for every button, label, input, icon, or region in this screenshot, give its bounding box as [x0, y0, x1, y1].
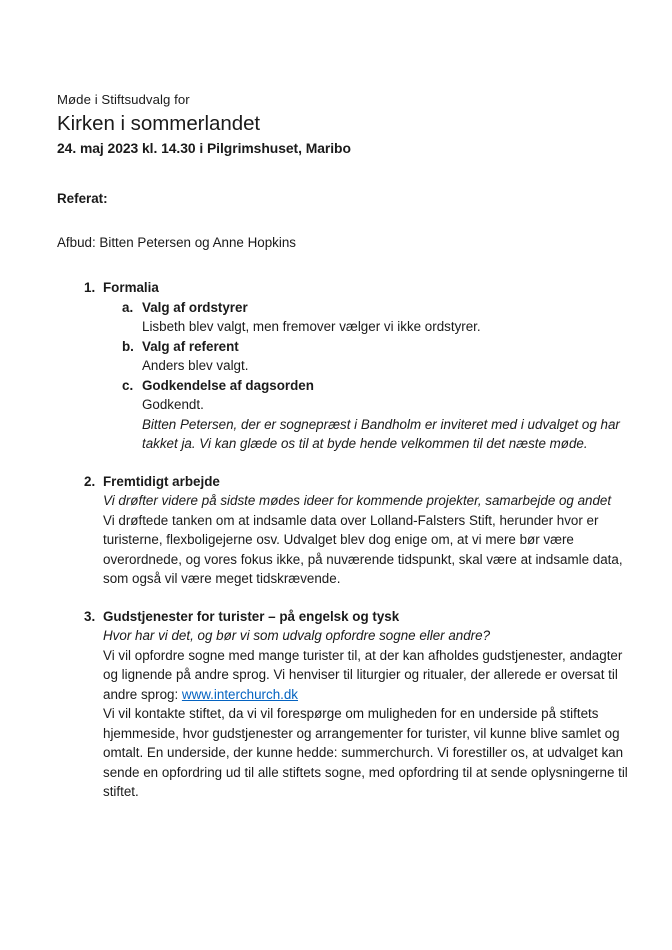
list-marker-1: 1. — [84, 280, 96, 295]
agenda-item-1 — [57, 278, 634, 454]
absentees-line: Afbud: Bitten Petersen og Anne Hopkins — [57, 235, 296, 250]
agenda-subheading-1c: Godkendelse af dagsorden — [142, 377, 314, 393]
agenda-subheading-1a: Valg af ordstyrer — [142, 299, 248, 315]
agenda-heading-3: Gudstjenester for turister – på engelsk og tysk — [103, 608, 400, 624]
agenda-body-3-before-link: Vi vil opfordre sogne med mange turister til, at der kan afholdes gudstjenester, andagter og lignende på andre sprog. Vi henviser til liturgier og ritualer, der allerede er oversat til andre sprog: — [103, 647, 623, 702]
agenda-intro-3: Hvor har vi det, og bør vi som udvalg opfordre sogne eller andre? — [103, 628, 491, 643]
agenda-list — [57, 278, 634, 802]
page-title: Kirken i sommerlandet — [57, 112, 261, 135]
agenda-body-2: Vi drøftede tanken om at indsamle data over Lolland-Falsters Stift, herunder hvor er turisterne, flexboligejerne osv. Udvalget blev dog enige om, at vi mere bør være overordnede, og vores fokus ikke, på nuværende tidspunkt, skal være at indsamle data, som også vil være meget tidskrævende. — [103, 512, 623, 586]
interchurch-link[interactable]: www.interchurch.dk — [181, 686, 299, 702]
agenda-heading-2: Fremtidigt arbejde — [103, 473, 220, 489]
agenda-item-3 — [57, 607, 634, 802]
header-subtitle: 24. maj 2023 kl. 14.30 i Pilgrimshuset, Maribo — [57, 140, 351, 156]
agenda-subbody-1c-italic: Bitten Petersen, der er sognepræst i Bandholm er inviteret med i udvalget og har takket ja. Vi kan glæde os til at byde hende velkommen til det næste møde. — [142, 416, 620, 451]
list-marker-2: 2. — [84, 473, 96, 489]
agenda-body-3-linked — [103, 646, 634, 705]
agenda-subbody-1c: Godkendt. — [142, 397, 204, 412]
agenda-subitem-1b — [103, 337, 634, 376]
agenda-item-2 — [57, 472, 634, 589]
agenda-subitem-1a — [103, 298, 634, 337]
list-marker-3: 3. — [84, 608, 96, 624]
agenda-subbody-1a: Lisbeth blev valgt, men fremover vælger vi ikke ordstyrer. — [142, 319, 481, 334]
document-header — [57, 90, 634, 158]
list-marker-1c: c. — [122, 377, 134, 393]
agenda-sublist-1 — [103, 298, 634, 454]
agenda-subheading-1b: Valg af referent — [142, 338, 239, 354]
agenda-intro-2: Vi drøfter videre på sidste mødes ideer for kommende projekter, samarbejde og andet — [103, 493, 612, 508]
agenda-body-3-after-link: Vi vil kontakte stiftet, da vi vil forespørge om muligheden for en underside på stiftets hjemmeside, hvor gudstjenester og arrangementer for turister, vil kunne blive samlet og omtalt. En underside, der kunne hedde: summerchurch. Vi forestiller os, at udvalget kan sende en opfordring ud til alle stiftets sogne, med opfordring til at sende oplysningerne til stiftet. — [103, 706, 628, 799]
header-pretitle: Møde i Stiftsudvalg for — [57, 92, 190, 107]
agenda-heading-1: Formalia — [103, 280, 159, 295]
list-marker-1a: a. — [122, 299, 134, 315]
agenda-subbody-1b: Anders blev valgt. — [142, 358, 249, 373]
referat-label: Referat: — [57, 191, 108, 206]
agenda-subitem-1c — [103, 376, 634, 454]
list-marker-1b: b. — [122, 338, 134, 354]
